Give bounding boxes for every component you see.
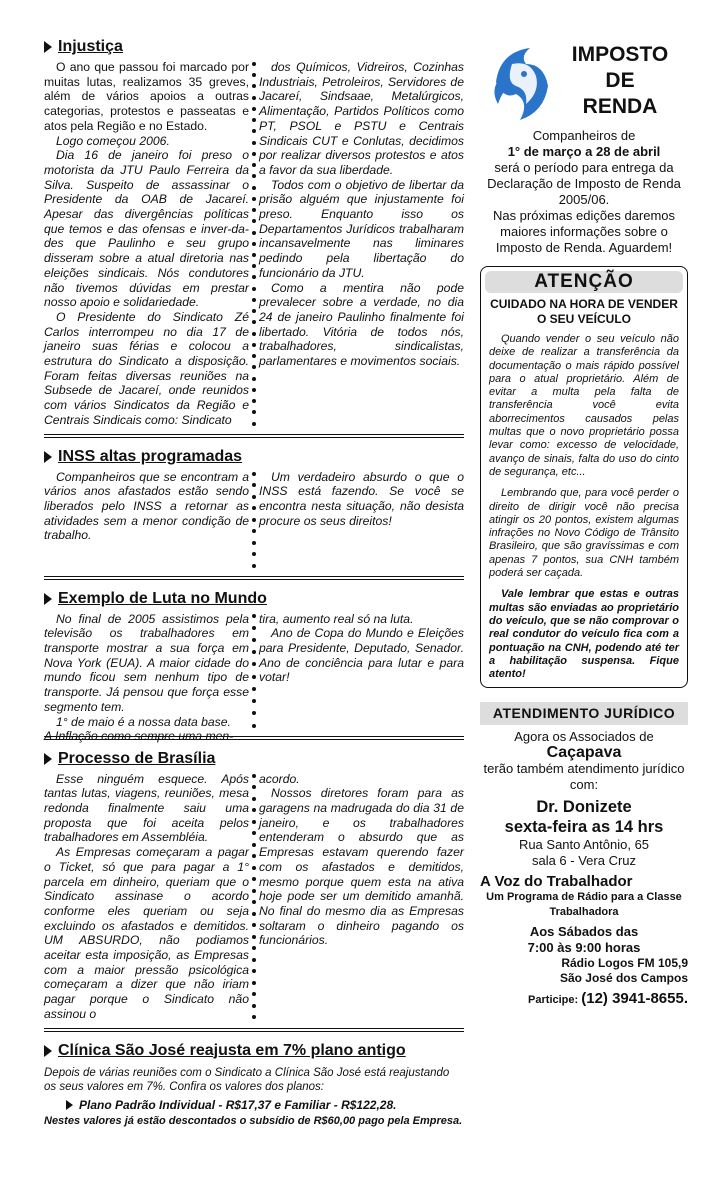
article-column [259, 470, 464, 570]
separator-dot [252, 472, 256, 476]
plan-line [66, 1098, 464, 1112]
juridico-address: Rua Santo Antônio, 65 [518, 837, 650, 853]
paragraph: Nossos diretores foram para as garagens na madrugada do dia 31 de janeiro, e os trabalhadores entenderam o absurdo que as Empresas estavam querendo fazer com os afastados e demitidos, mesmo porque quem esta na ativa hoje pode ser um demitido amanhã. No final do mesmo dia as Empresas soltaram o dinheiro pagando os funcionários. [259, 786, 464, 948]
paragraph: tira, aumento real só na luta. [259, 611, 414, 626]
separator-dot [252, 820, 256, 824]
separator-dot [252, 388, 256, 392]
separator-dot [252, 946, 256, 950]
atencao-title: ATENÇÃO [485, 271, 683, 293]
separator-dot [252, 62, 256, 66]
separator-dot [252, 831, 256, 835]
atencao-box [480, 266, 688, 688]
paragraph: Como a mentira não pode prevalecer sobre a verdade, no dia 24 de janeiro Paulinho finalmente foi libertado. Vitória de todos nós, trabalhadores, sindicalistas, parlamentares e movimentos sociais. [259, 280, 464, 369]
separator-dot [252, 662, 256, 666]
juridico-line: Agora os Associados de [514, 729, 654, 745]
separator-dot [252, 1015, 256, 1019]
separator-dot [252, 152, 256, 156]
imposto-line: será o período para entrega da Declaração de Imposto de Renda 2005/06. [487, 160, 681, 207]
paragraph: Um verdadeiro absurdo o que o INSS está fazendo. Se você se encontra nesta situação, não desista procure os seus direitos! [259, 469, 464, 528]
section-title-text: INSS altas programadas [58, 447, 243, 465]
atencao-subtitle: CUIDADO NA HORA DE VENDER O SEU VEÍCULO [490, 297, 678, 326]
separator-dot [252, 422, 256, 426]
separator-dot [252, 365, 256, 369]
separator-dot [252, 923, 256, 927]
separator-dot [252, 186, 256, 190]
paragraph: Lembrando que, para você perder o direito de dirigir você não precisa atingir os 20 pontos, existem algumas infrações no Novo Código de Trânsito Brasileiro, que são gravíssimas e com apenas 7 pontos, sua CNH também poderá ser caçada. [489, 487, 679, 580]
separator-dot [252, 843, 256, 847]
paragraph: Ano de Copa do Mundo e Eleições para Presidente, Deputado, Senador. Ano de conciência para lutar e para votar! [259, 626, 464, 685]
separator-dot [252, 650, 256, 654]
article-column [44, 772, 249, 1022]
juridico-city: Caçapava [546, 744, 622, 762]
separator-dot [252, 958, 256, 962]
separator-dot [252, 687, 256, 691]
section-title-text: Exemplo de Luta no Mundo [58, 589, 267, 607]
imposto-dates: 1° de março a 28 de abril [507, 144, 661, 159]
separator-dot [252, 797, 256, 801]
article-column [259, 772, 464, 1022]
dotted-separator [249, 60, 259, 428]
separator-dot [252, 992, 256, 996]
section-divider [44, 434, 464, 438]
separator-dot [252, 163, 256, 167]
separator-dot [252, 699, 256, 703]
juridico-line: terão também atendimento jurídico com: [483, 761, 685, 793]
voz-subtitle: Um Programa de Rádio para a Classe Trabalhadora [486, 891, 682, 919]
separator-dot [252, 638, 256, 642]
paragraph: Quando vender o seu veículo não deixe de realizar a transferência da documentação o mais rápido possível para o atual proprietário. Além de evitar a multa pela falta de transferência você evita aborrecimentos causados pelas multas que o novo proprietário possa levar como: excesso de velocidade, avanço de sinais, falta do uso do cinto de segurança, etc... [489, 333, 679, 478]
juridico-info [480, 729, 688, 869]
clinica-text: Depois de várias reuniões com o Sindicato a Clínica São José está reajustando os seus valores em 7%. Confira os valores dos planos: [44, 1066, 450, 1093]
separator-dot [252, 96, 256, 100]
separator-dot [252, 219, 256, 223]
separator-dot [252, 711, 256, 715]
separator-dot [252, 785, 256, 789]
paragraph: A Inflação como sempre uma men- [44, 729, 234, 744]
separator-dot [252, 298, 256, 302]
section-title-text: Injustiça [58, 38, 123, 55]
separator-dot [252, 377, 256, 381]
paragraph: dos Químicos, Vidreiros, Cozinhas Industriais, Petroleiros, Servidores de Jacareí, Sindsaae, Metalúrgicos, Alimentação, Partidos Políticos como PT, PSOL e PSTU e Centrais Sindicais CUT e Conlutas, decidimos por realizar diversos protestos e atos a favor da sua liberdade. [259, 60, 464, 177]
section-clinica [44, 1040, 464, 1128]
separator-dot [252, 483, 256, 487]
dotted-separator [249, 470, 259, 570]
title-line: RENDA [582, 95, 658, 118]
separator-dot [252, 84, 256, 88]
separator-dot [252, 866, 256, 870]
section-injustica [44, 36, 464, 428]
separator-dot [252, 877, 256, 881]
separator-dot [252, 626, 256, 630]
lion-logo-icon [486, 42, 556, 124]
separator-dot [252, 410, 256, 414]
voz-trabalhador [480, 873, 688, 1007]
separator-dot [252, 935, 256, 939]
paragraph: Vale lembrar que estas e outras multas são enviadas ao proprietário do veículo, que se não comprovar o real condutor do veículo fica com a pontuação na CNH, podendo até ter a habilitação suspensa. Fique atento! [489, 588, 679, 681]
section-divider [44, 576, 464, 580]
section-divider [44, 1028, 464, 1032]
triangle-bullet-icon [44, 753, 52, 765]
separator-dot [252, 399, 256, 403]
plan-text: Plano Padrão Individual - R$17,37 e Familiar - R$122,28. [79, 1097, 397, 1112]
separator-dot [252, 774, 256, 778]
paragraph: O ano que passou foi marcado por muitas lutas, realizamos 35 greves, além de vários apoios a outras categorias, protestos e passeatas e atos pela Região e no Estado. [44, 60, 249, 133]
separator-dot [252, 309, 256, 313]
section-title [44, 748, 464, 770]
separator-dot [252, 900, 256, 904]
section-brasilia [44, 748, 464, 1022]
separator-dot [252, 253, 256, 257]
voz-title: A Voz do Trabalhador [480, 873, 633, 891]
separator-dot [252, 208, 256, 212]
separator-dot [252, 808, 256, 812]
imposto-header [480, 36, 688, 128]
separator-dot [252, 118, 256, 122]
paragraph: 1° de maio é a nossa data base. [56, 714, 231, 729]
imposto-title [550, 42, 690, 120]
paragraph: Dia 16 de janeiro foi preso o motorista da JTU Paulo Ferreira da Silva. Suspeito de assassinar o Presidente da OAB de Jacareí. Apesar das divergências políticas que temos e das ofensas e inver-da-des que Paulinho e seu grupo disseram sobre a atual diretoria nas eleições sindicais. Nós condutores não tivemos dúvidas em prestar nosso apoio e solidariedade. [44, 148, 249, 310]
imposto-line: Companheiros de [532, 128, 636, 143]
dotted-separator [249, 772, 259, 1022]
section-title [44, 1040, 464, 1062]
plan-note: Nestes valores já estão descontados o subsídio de R$60,00 pago pela Empresa. [44, 1114, 463, 1127]
section-title-text: Processo de Brasília [58, 749, 216, 767]
separator-dot [252, 541, 256, 545]
separator-dot [252, 332, 256, 336]
paragraph: Logo começou 2006. [56, 133, 170, 148]
phone-number: (12) 3941-8655. [581, 990, 688, 1008]
paragraph: acordo. [259, 771, 300, 786]
separator-dot [252, 506, 256, 510]
article-column [44, 611, 249, 744]
separator-dot [252, 174, 256, 178]
separator-dot [252, 518, 256, 522]
separator-dot [252, 275, 256, 279]
dotted-separator [249, 612, 259, 730]
triangle-bullet-icon [44, 41, 52, 53]
title-line: IMPOSTO [571, 43, 669, 66]
separator-dot [252, 242, 256, 246]
triangle-bullet-icon [44, 593, 52, 605]
article-column [259, 60, 464, 428]
article-column [259, 612, 464, 730]
paragraph: Todos com o objetivo de libertar da prisão alguém que injustamente foi preso. Enquanto isso os Departamentos Jurídicos trabalharam incansavelmente nas liminares pedindo pela libertação do funcionário da JTU. [259, 177, 464, 280]
separator-dot [252, 354, 256, 358]
voz-city: São José dos Campos [559, 971, 688, 986]
separator-dot [252, 107, 256, 111]
separator-dot [252, 141, 256, 145]
separator-dot [252, 343, 256, 347]
separator-dot [252, 614, 256, 618]
juridico-doctor: Dr. Donizete [536, 798, 632, 817]
separator-dot [252, 495, 256, 499]
separator-dot [252, 287, 256, 291]
imposto-text [480, 128, 688, 256]
title-line: DE [605, 69, 635, 92]
triangle-bullet-icon [66, 1100, 73, 1110]
separator-dot [252, 320, 256, 324]
voz-radio: Rádio Logos FM 105,9 [561, 956, 688, 971]
separator-dot [252, 197, 256, 201]
voz-days: Aos Sábados das [529, 924, 639, 940]
separator-dot [252, 231, 256, 235]
separator-dot [252, 529, 256, 533]
juridico-when: sexta-feira as 14 hrs [504, 818, 664, 837]
separator-dot [252, 73, 256, 77]
juridico-title: ATENDIMENTO JURÍDICO [480, 702, 688, 725]
paragraph: As Empresas começaram a pagar o Ticket, só que para pagar a 1° parcela em dinheiro, queriam que o Sindicato assinase o acordo conforme eles queriam ou seja excluindo os afastados e demitidos. UM ABSURDO, não podiamos aceitar esta imposição, as Empresas com a maior pressão psicológica começaram a dizer que não iriam pagar porque o Sindicato não assinou o [44, 845, 249, 1021]
paragraph: O Presidente do Sindicato Zé Carlos interrompeu no dia 17 de janeiro suas férias e colocou a estrutura do Sindicato a disposição. Foram feitas diversas reuniões na Subsede de Jacareí, onde reunidos com vários Sindicatos da Região e Centrais Sindicais como: Sindicato [44, 309, 249, 427]
separator-dot [252, 552, 256, 556]
paragraph: No final de 2005 assistimos pela televisão os trabalhadores em transporte mostrar a sua força em Nova York (EUA). A maior cidade do mundo ficou sem nenhum tipo de transporte. Já pensou que força esse segmento tem. [44, 611, 249, 714]
voz-hours: 7:00 às 9:00 horas [527, 940, 641, 956]
article-column [44, 60, 249, 428]
separator-dot [252, 969, 256, 973]
section-title [44, 36, 464, 58]
separator-dot [252, 724, 256, 728]
right-column [480, 36, 688, 1007]
article-column [44, 470, 249, 570]
paragraph: Esse ninguém esquece. Após tantas lutas, viagens, reuniões, mesa redonda finalmente saiu uma proposta que foi aceita pelos trabalhadores em Assembléia. [44, 771, 249, 845]
section-inss [44, 446, 464, 570]
separator-dot [252, 854, 256, 858]
section-title [44, 446, 464, 468]
separator-dot [252, 1004, 256, 1008]
section-title-text: Clínica São José reajusta em 7% plano antigo [58, 1041, 406, 1059]
separator-dot [252, 675, 256, 679]
section-title [44, 588, 464, 610]
imposto-line: Nas próximas edições daremos maiores informações sobre o Imposto de Renda. Aguardem! [492, 208, 676, 255]
triangle-bullet-icon [44, 451, 52, 463]
separator-dot [252, 981, 256, 985]
voz-participe [480, 990, 688, 1007]
separator-dot [252, 912, 256, 916]
triangle-bullet-icon [44, 1045, 52, 1057]
section-exemplo [44, 588, 464, 744]
separator-dot [252, 889, 256, 893]
left-column [44, 36, 464, 1128]
participe-label: Participe: [528, 994, 579, 1007]
separator-dot [252, 129, 256, 133]
juridico-address: sala 6 - Vera Cruz [531, 853, 637, 869]
separator-dot [252, 264, 256, 268]
separator-dot [252, 564, 256, 568]
paragraph: Companheiros que se encontram a vários anos afastados estão sendo liberados pelo INSS a retornar as atividades sem a menor condição de trabalho. [44, 469, 249, 543]
